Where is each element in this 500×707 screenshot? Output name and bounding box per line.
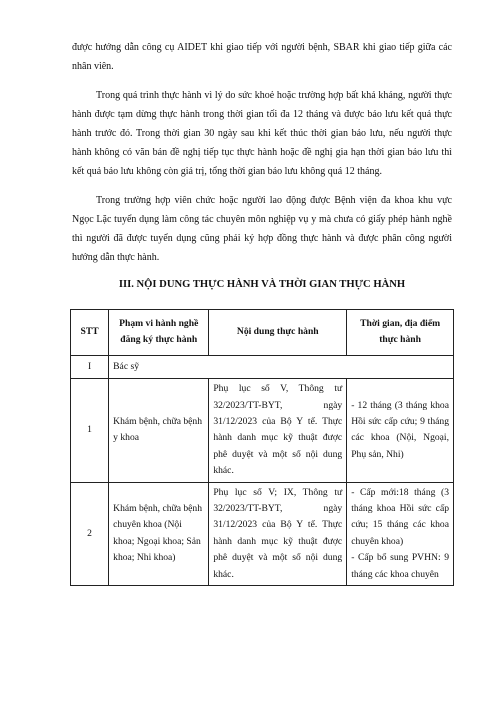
row-content: Phụ lục số V, Thông tư 32/2023/TT-BYT, ngày 31/12/2023 của Bộ Y tế. Thực hành danh mục kỹ thuật được phê duyệt và một số nội dung khác.: [209, 379, 347, 482]
row-stt: 1: [71, 379, 109, 482]
table-section-row: [71, 355, 454, 378]
paragraph-recruitment: Trong trường hợp viên chức hoặc người lao động được Bệnh viện đa khoa khu vực Ngọc Lặc tuyển dụng làm công tác chuyên môn nghiệp vụ y mà chưa có giấy phép hành nghề thì người đã được tuyển dụng cũng phải ký hợp đồng thực hành và được phân công người hướng dẫn thực hành.: [72, 195, 452, 263]
row-scope: Khám bệnh, chữa bệnh y khoa: [109, 379, 209, 482]
document-page: [72, 38, 452, 586]
row-stt: 2: [71, 482, 109, 585]
header-time: Thời gian, địa điểm thực hành: [347, 310, 454, 356]
time-line-new: - Cấp mới:18 tháng (3 tháng khoa Hồi sức cấp cứu; 15 tháng các khoa chuyên khoa): [351, 486, 449, 547]
header-scope: Phạm vi hành nghề đăng ký thực hành: [109, 310, 209, 356]
row-time: - 12 tháng (3 tháng khoa Hồi sức cấp cứu; 9 tháng các khoa (Nội, Ngoại, Phụ sản, Nhi): [347, 379, 454, 482]
section-label: Bác sỹ: [109, 355, 454, 378]
table-header-row: [71, 310, 454, 356]
paragraph-suspension: Trong quá trình thực hành vì lý do sức khoẻ hoặc trường hợp bất khả kháng, người thực hành được tạm dừng thực hành trong thời gian tối đa 12 tháng và được bảo lưu kết quả thực hành trước đó. Trong thời gian 30 ngày sau khi kết thúc thời gian bảo lưu, nếu người thực hành không có văn bản đề nghị tiếp tục thực hành hoặc đề nghị gia hạn thời gian bảo lưu thì kết quả bảo lưu không còn giá trị, tổng thời gian bảo lưu không quá 12 tháng.: [72, 90, 452, 177]
table-row: [71, 379, 454, 482]
header-content: Nội dung thực hành: [209, 310, 347, 356]
section-heading: III. NỘI DUNG THỰC HÀNH VÀ THỜI GIAN THỰC HÀNH: [118, 279, 406, 290]
time-line-supplement: - Cấp bổ sung PVHN: 9 tháng các khoa chuyên: [351, 552, 449, 580]
paragraph-continuation: được hướng dẫn công cụ AIDET khi giao tiếp với người bệnh, SBAR khi giao tiếp giữa các nhân viên.: [72, 42, 452, 72]
table-row: [71, 482, 454, 585]
row-scope: Khám bệnh, chữa bệnh chuyên khoa (Nội khoa; Ngoại khoa; Sản khoa; Nhi khoa): [109, 482, 209, 585]
row-content: Phụ lục số V; IX, Thông tư 32/2023/TT-BYT, ngày 31/12/2023 của Bộ Y tế. Thực hành danh mục kỹ thuật được phê duyệt và một số nội dung khác.: [209, 482, 347, 585]
header-stt: STT: [71, 310, 109, 356]
row-time: [347, 482, 454, 585]
section-stt: I: [71, 355, 109, 378]
practice-table: [70, 309, 454, 586]
